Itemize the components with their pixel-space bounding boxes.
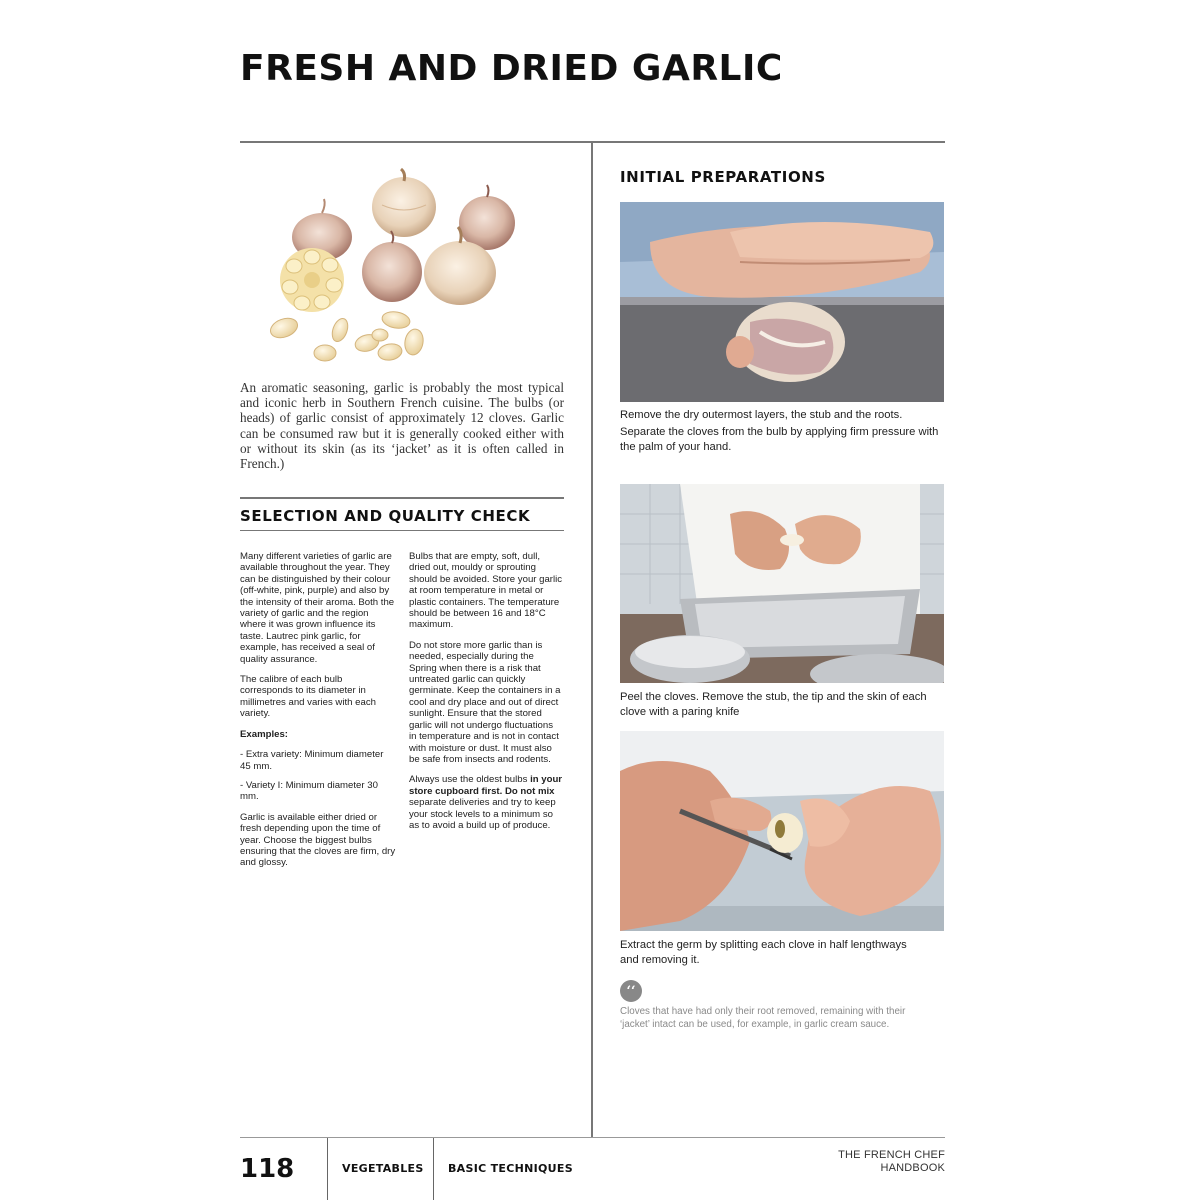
garlic-cut-bulb: [280, 248, 344, 312]
selection-paragraph: Many different varieties of garlic are available throughout the year. They can be distinguished by their colour (off-white, pink, purple) and also by the intensity of their aroma. Both the variety of garlic and the region where it was grown influence its taste. Lautrec pink garlic, for example, has received a seal of quality assurance.: [240, 551, 395, 665]
selection-paragraph: [409, 774, 563, 831]
section-heading-preparations: INITIAL PREPARATIONS: [620, 168, 826, 186]
garlic-cloves: [268, 310, 425, 362]
garlic-bulb: [362, 231, 422, 302]
text-run: separate deliveries and try to keep your stock levels to a minimum so as to avoid a build up of produce.: [409, 797, 556, 831]
footer-divider: [327, 1138, 328, 1200]
photo-peel-cloves: [620, 484, 944, 683]
selection-paragraph: Bulbs that are empty, soft, dull, dried out, mouldy or sprouting should be avoided. Store your garlic at room temperature in metal or plastic containers. The temperature should be between 16 and 18°C maximum.: [409, 551, 563, 631]
section-heading-selection: SELECTION AND QUALITY CHECK: [240, 507, 531, 525]
page-title: FRESH AND DRIED GARLIC: [240, 48, 783, 89]
caption-step2: [620, 690, 946, 722]
bold-text-run: in your store cupboard first. Do not mix: [409, 774, 563, 797]
text-run: Always use the oldest bulbs: [409, 774, 531, 786]
tip-text: Cloves that have had only their root removed, remaining with their ‘jacket’ intact can be used, for example, in garlic cream sauce.: [620, 1006, 906, 1030]
caption-text: Remove the dry outermost layers, the stub and the roots.: [620, 409, 903, 421]
section-rule-top: [240, 497, 564, 499]
selection-paragraph: Do not store more garlic than is needed, especially during the Spring when there is a risk that untreated garlic can quickly germinate. Keep the containers in a cool and dry place and out of direct sunlight. Ensure that the stored garlic will not undergo fluctuations in temperature and is not in contact with moisture or dust. It must also be safe from insects and rodents.: [409, 639, 561, 765]
garlic-bulb: [459, 185, 515, 250]
quote-icon: ‘‘: [620, 980, 642, 1002]
garlic-illustration: [262, 165, 542, 375]
selection-right-column: [409, 551, 563, 840]
book-title-line: HANDBOOK: [880, 1162, 945, 1174]
footer-rule: [240, 1137, 945, 1138]
selection-left-column: [240, 551, 396, 878]
footer-divider: [433, 1138, 434, 1200]
book-title: [838, 1149, 945, 1175]
examples-label: Examples:: [240, 728, 288, 740]
section-rule-bottom: [240, 530, 564, 531]
selection-paragraph: Garlic is available either dried or fresh depending upon the time of year. Choose the biggest bulbs ensuring that the cloves are firm, dry and glossy.: [240, 811, 396, 869]
footer-section-label: VEGETABLES: [342, 1162, 424, 1175]
caption-text: Extract the germ by splitting each clove in half lengthways and removing it.: [620, 939, 907, 966]
page-number: 118: [240, 1154, 295, 1184]
garlic-bulb: [372, 169, 436, 237]
examples-list: [240, 749, 396, 803]
footer-chapter-label: BASIC TECHNIQUES: [448, 1162, 573, 1175]
caption-text: Separate the cloves from the bulb by applying firm pressure with the palm of your hand.: [620, 426, 939, 453]
photo-press-bulb: [620, 202, 944, 402]
caption-step1: [620, 408, 946, 457]
caption-text: Peel the cloves. Remove the stub, the tip and the skin of each clove with a paring knife: [620, 691, 927, 718]
selection-paragraph: The calibre of each bulb corresponds to its diameter in millimetres and varies with each variety.: [240, 674, 376, 720]
list-item: - Variety I: Minimum diameter 30 mm.: [240, 779, 378, 803]
intro-paragraph: An aromatic seasoning, garlic is probably the most typical and iconic herb in Southern French cuisine. The bulbs (or heads) of garlic consist of approximately 12 cloves. Garlic can be consumed raw but it is generally cooked either with or without its skin (as its ‘jacket’ as it is often called in French.): [240, 380, 564, 472]
caption-step3: [620, 938, 920, 970]
book-title-line: THE FRENCH CHEF: [838, 1149, 945, 1161]
photo-extract-germ: [620, 731, 944, 931]
column-divider: [591, 143, 593, 1138]
list-item: - Extra variety: Minimum diameter 45 mm.: [240, 749, 384, 772]
